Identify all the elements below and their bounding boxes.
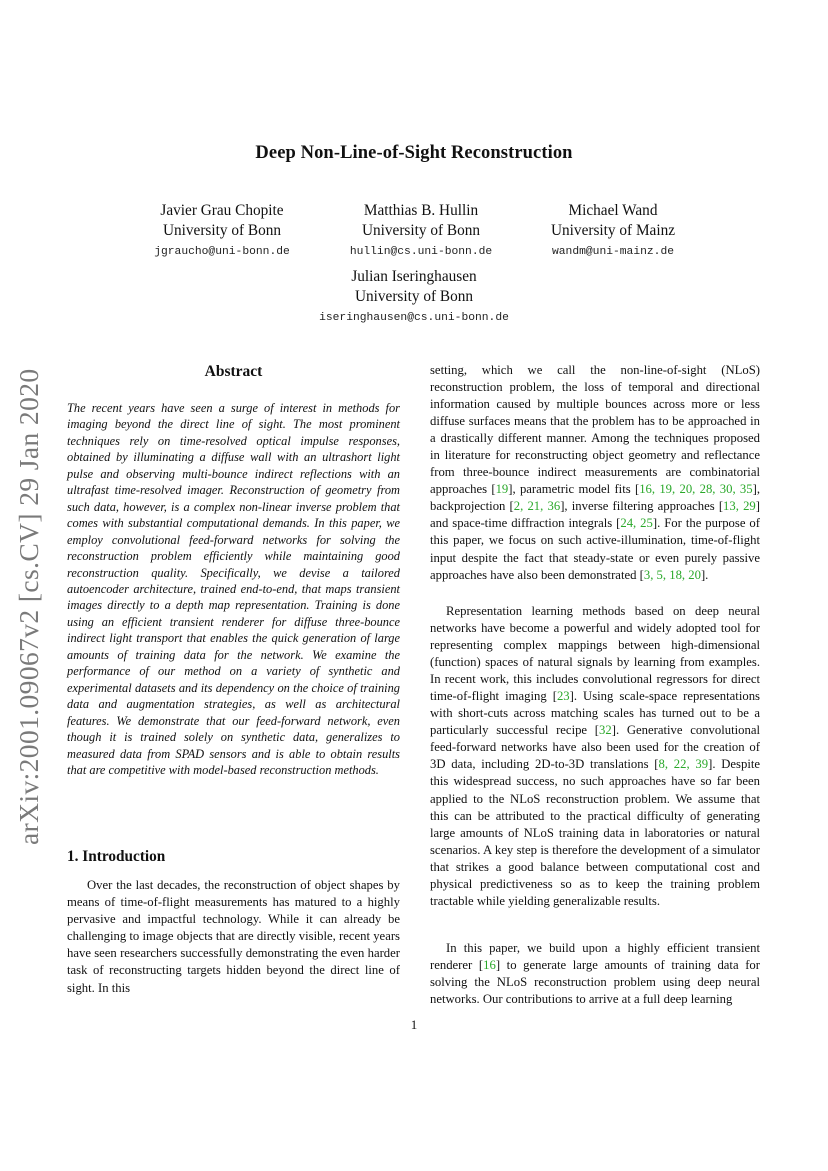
citation-link[interactable]: 24, 25: [620, 516, 653, 531]
author-email: wandm@uni-mainz.de: [551, 246, 675, 258]
author-name: Matthias B. Hullin: [363, 202, 479, 219]
citation-link[interactable]: 2, 21, 36: [513, 499, 561, 514]
author-affiliation: University of Bonn: [162, 222, 282, 239]
author-block: [311, 201, 531, 258]
text-run: ], backprojection [: [430, 482, 760, 514]
paragraph: Over the last decades, the reconstruction of object shapes by means of time-of-flight measurements has matured to a highly pervasive and impactful technology. While it can already be challenging to image objects that are directly visible, recent years have seen researchers successfully demonstrating the even harder task of reconstructing targets hidden beyond the direct line of sight. In this: [67, 878, 400, 995]
citation-link[interactable]: 16: [483, 958, 496, 973]
author-email: iseringhausen@cs.uni-bonn.de: [319, 312, 509, 324]
text-run: ]. Using scale-space representations with short-cuts across matching scales has turned out to be a particularly successful recipe [: [430, 689, 760, 738]
citation-link[interactable]: 13, 29: [723, 499, 756, 514]
text-run: ], parametric model fits [: [508, 482, 640, 497]
author-block: [503, 201, 723, 258]
text-run: ]. Despite this widespread success, no such approaches have so far been applied to the NLoS reconstruction problem. We assume that this can be attributed to the practical difficulty of generating large amounts of NLoS training data in laboratories or natural scenarios. A key step is therefore the development of a simulator that strikes a good balance between computational cost and physical predictiveness so as to keep the training problem tractable while yielding generalizable results.: [430, 757, 760, 908]
text-run: In this paper, we build upon a highly efficient transient renderer [: [430, 941, 760, 973]
arxiv-identifier: arXiv:2001.09067v2 [cs.CV] 29 Jan 2020: [13, 368, 44, 845]
text-run: ] and space-time diffraction integrals [: [430, 499, 760, 531]
author-block: [112, 201, 332, 258]
author-email: jgraucho@uni-bonn.de: [154, 246, 290, 258]
author-email: hullin@cs.uni-bonn.de: [349, 246, 493, 258]
paragraph: [430, 362, 760, 584]
text-run: ]. For the purpose of this paper, we focus on such active-illumination, time-of-flight input despite the fact that steady-state or even purely passive approaches have also been demonstrated [: [430, 516, 760, 582]
text-run: ]. Generative convolutional feed-forward networks have also been used for the creation of 3D data, including 2D-to-3D translations [: [430, 723, 760, 772]
citation-link[interactable]: 8, 22, 39: [658, 757, 709, 772]
author-name: Javier Grau Chopite: [160, 202, 284, 219]
text-run: setting, which we call the non-line-of-sight (NLoS) reconstruction problem, the loss of temporal and directional information caused by multiple bounces across more or less diffuse surfaces means that the problem has to be approached in a drastically different manner. Among the techniques proposed in literature for reconstructing object geometry and reflectance from three-bounce indirect measurements are combinatorial approaches [: [430, 363, 760, 497]
citation-link[interactable]: 19: [495, 482, 509, 497]
paragraph: [430, 603, 760, 910]
paragraph: [430, 940, 760, 1008]
page-number: 1: [410, 1017, 418, 1032]
paper-title: Deep Non-Line-of-Sight Reconstruction: [255, 143, 573, 163]
abstract-text: The recent years have seen a surge of interest in methods for imaging beyond the direct line of sight. The most prominent techniques rely on time-resolved optical impulse responses, obtained by illuminating a diffuse wall with an ultrashort light pulse and observing multi-bounce indirect reflections with an ultrafast time-resolved imager. Reconstruction of geometry from such data, however, is a complex non-linear inverse problem that comes with substantial computational demands. In this paper, we employ convolutional feed-forward networks for solving the reconstruction problem efficiently while maintaining good reconstruction quality. Specifically, we devise a tailored autoencoder architecture, trained end-to-end, that maps transient images directly to a depth map representation. Training is done using an efficient transient renderer for diffuse three-bounce indirect light transport that enables the quick generation of large amounts of training data for the network. We examine the performance of our method on a variety of synthetic and experimental datasets and its dependency on the choice of training data and augmentation strategies, as well as architectural features. We demonstrate that our feed-forward network, even though it is trained solely on synthetic data, generalizes to measured data from SPAD sensors and is able to obtain results that are competitive with model-based reconstruction methods.: [67, 401, 400, 777]
author-block: [264, 267, 564, 324]
author-name: Michael Wand: [568, 202, 658, 219]
text-run: ] to generate large amounts of training data for solving the NLoS reconstruction problem using deep neural networks. Our contributions to arrive at a full deep learning: [430, 958, 761, 1007]
text-run: Representation learning methods based on deep neural networks have become a powerful and widely adopted tool for representing complex mappings between high-dimensional (function) spaces of natural signals by learning from examples. In recent work, this includes convolutional regressors for direct time-of-flight imaging [: [430, 604, 760, 704]
author-name: Julian Iseringhausen: [351, 268, 477, 285]
citation-link[interactable]: 23: [556, 689, 570, 704]
author-affiliation: University of Mainz: [550, 222, 676, 239]
citation-link[interactable]: 32: [599, 723, 612, 738]
text-run: ], inverse filtering approaches [: [560, 499, 724, 514]
author-affiliation: University of Bonn: [354, 288, 474, 305]
citation-link[interactable]: 16, 19, 20, 28, 30, 35: [639, 482, 753, 497]
text-run: ].: [700, 567, 709, 582]
citation-link[interactable]: 3, 5, 18, 20: [643, 567, 701, 582]
abstract-heading: Abstract: [204, 363, 263, 380]
author-affiliation: University of Bonn: [361, 222, 481, 239]
section-heading: 1. Introduction: [67, 848, 166, 865]
